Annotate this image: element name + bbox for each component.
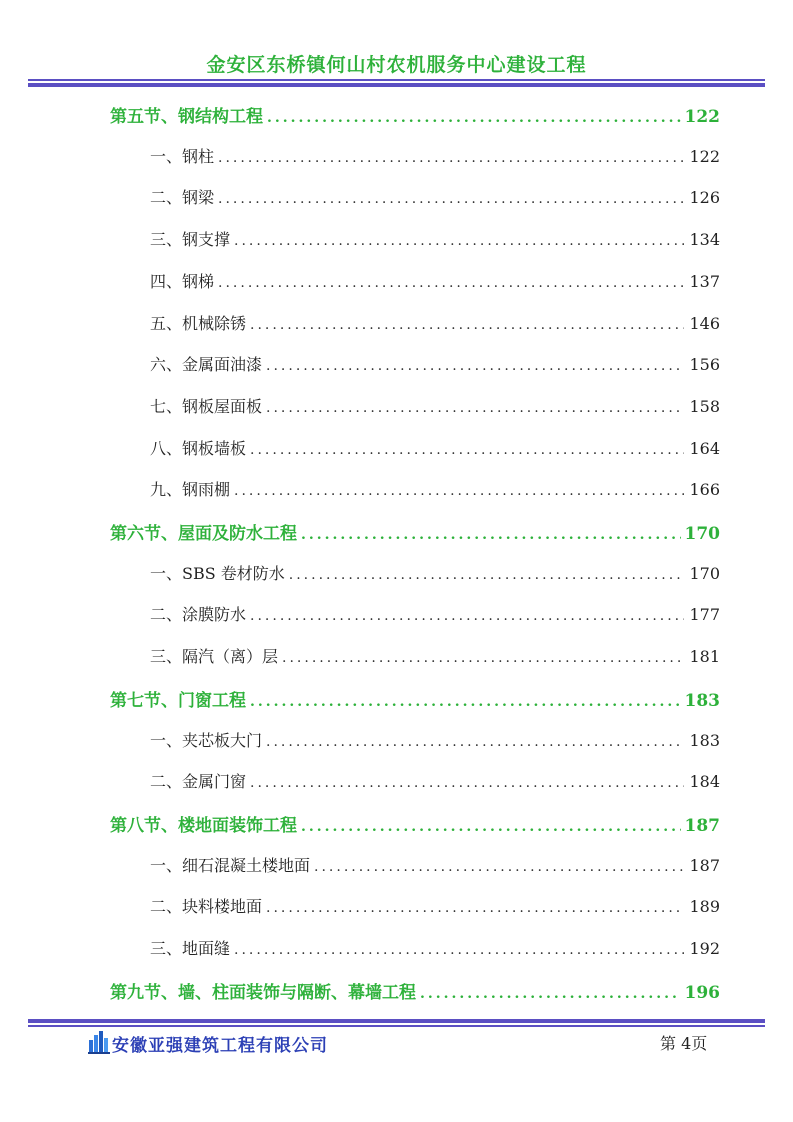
toc-item-entry[interactable] [110,728,720,758]
toc-section-entry[interactable] [110,102,720,132]
toc-entry-label: 第五节、钢结构工程 [110,107,263,127]
toc-entry-label: 三、钢支撑 [150,230,231,250]
toc-item-entry[interactable] [110,269,720,299]
dot-leader [266,358,684,374]
dot-leader [282,650,684,666]
toc-entry-page-number: 189 [689,897,720,917]
toc-entry-label: 一、SBS 卷材防水 [150,563,285,583]
dot-leader [266,900,684,916]
dot-leader [218,150,684,166]
footer-divider [28,1019,765,1027]
toc-item-entry[interactable] [110,894,720,924]
toc-item-entry[interactable] [110,144,720,174]
toc-entry-page-number: 156 [689,355,720,375]
toc-entry-page-number: 166 [689,480,720,500]
toc-entry-page-number: 187 [684,815,720,836]
toc-entry-page-number: 126 [689,188,720,208]
toc-entry-label: 四、钢梯 [150,271,215,291]
toc-entry-page-number: 192 [689,939,720,958]
company-name: 安徽亚强建筑工程有限公司 [112,1036,328,1056]
toc-entry-label: 第七节、门窗工程 [110,690,246,711]
toc-item-entry[interactable] [110,644,720,674]
dot-leader [250,608,684,624]
toc-entry-page-number: 183 [689,730,720,750]
toc-entry-label: 三、隔汽（离）层 [150,647,279,667]
toc-section-entry[interactable] [110,978,720,1008]
toc-item-entry[interactable] [110,436,720,466]
dot-leader [234,942,684,958]
toc-entry-page-number: 184 [689,772,720,792]
dot-leader [250,775,684,791]
toc-item-entry[interactable] [110,394,720,424]
dot-leader [266,734,684,750]
toc-entry-page-number: 177 [689,605,720,625]
toc-entry-page-number: 183 [684,690,720,711]
toc-entry-page-number: 187 [689,855,720,875]
toc-entry-page-number: 122 [684,107,720,127]
toc-entry-page-number: 158 [689,396,720,416]
toc-section-entry[interactable] [110,811,720,841]
toc-entry-label: 第八节、楼地面装饰工程 [110,815,297,836]
toc-entry-label: 第九节、墙、柱面装饰与隔断、幕墙工程 [110,982,416,1003]
dot-leader [250,442,684,458]
page-number: 第 4页 [660,1034,708,1053]
toc-item-entry[interactable] [110,311,720,341]
toc-entry-label: 六、金属面油漆 [150,355,263,375]
toc-entry-label: 二、块料楼地面 [150,897,263,917]
toc-item-entry[interactable] [110,769,720,799]
toc-entry-page-number: 170 [689,563,720,583]
toc-entry-label: 一、夹芯板大门 [150,730,263,750]
document-title: 金安区东桥镇何山村农机服务中心建设工程 [206,54,587,76]
toc-entry-label: 三、地面缝 [150,939,231,958]
toc-item-entry[interactable] [110,185,720,215]
dot-leader [301,819,681,835]
toc-item-entry[interactable] [110,352,720,382]
toc-item-entry[interactable] [110,936,720,966]
dot-leader [267,110,681,126]
toc-section-entry[interactable] [110,686,720,716]
toc-entry-label: 二、涂膜防水 [150,605,247,625]
dot-leader [234,483,684,499]
header-divider [28,79,765,87]
toc-entry-page-number: 122 [689,146,720,166]
dot-leader [250,317,684,333]
toc-entry-label: 一、细石混凝土楼地面 [150,855,311,875]
toc-item-entry[interactable] [110,561,720,591]
toc-entry-page-number: 164 [689,438,720,458]
toc-entry-label: 九、钢雨棚 [150,480,231,500]
dot-leader [234,233,684,249]
toc-entry-label: 五、机械除锈 [150,313,247,333]
toc-item-entry[interactable] [110,227,720,257]
toc-entry-label: 一、钢柱 [150,146,215,166]
dot-leader [314,859,684,875]
dot-leader [250,694,681,710]
toc-entry-page-number: 137 [689,271,720,291]
toc-entry-page-number: 146 [689,313,720,333]
toc-entry-label: 二、金属门窗 [150,772,247,792]
toc-item-entry[interactable] [110,853,720,883]
toc-entry-label: 第六节、屋面及防水工程 [110,524,297,544]
toc-entry-page-number: 196 [684,982,720,1003]
toc-entry-label: 二、钢梁 [150,188,215,208]
toc-item-entry[interactable] [110,602,720,632]
building-logo-icon [88,1030,110,1054]
dot-leader [266,400,684,416]
toc-entry-label: 七、钢板屋面板 [150,396,263,416]
dot-leader [218,191,684,207]
toc-entry-label: 八、钢板墙板 [150,438,247,458]
toc-entry-page-number: 134 [689,230,720,250]
dot-leader [289,567,684,583]
toc-section-entry[interactable] [110,519,720,549]
dot-leader [420,986,681,1002]
dot-leader [301,527,681,543]
dot-leader [218,275,684,291]
toc-item-entry[interactable] [110,477,720,507]
toc-entry-page-number: 170 [684,524,720,544]
toc-entry-page-number: 181 [689,647,720,667]
